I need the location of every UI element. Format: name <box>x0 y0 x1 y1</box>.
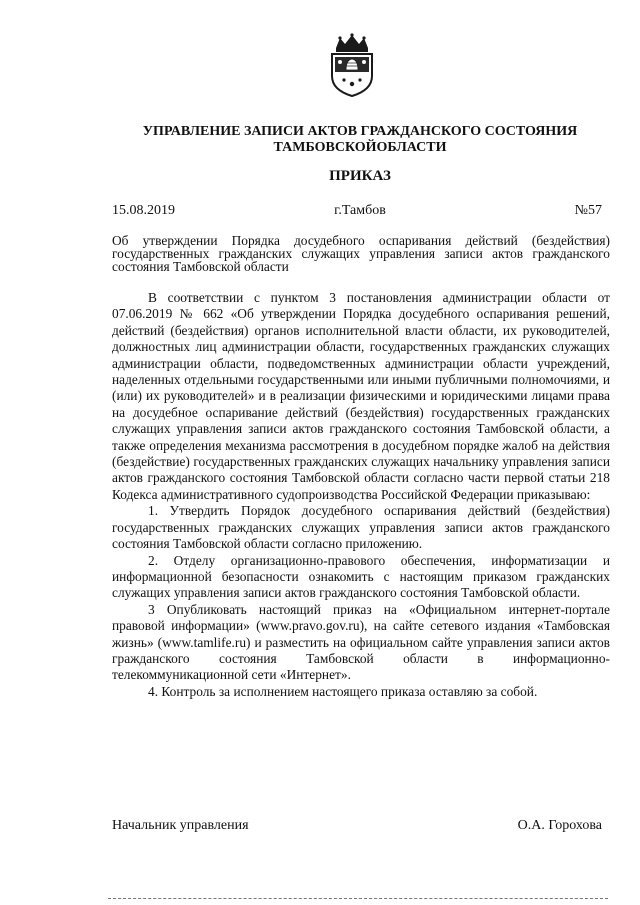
document-subject: Об утверждении Порядка досудебного оспаривания действий (бездействия) государственных гражданских служащих управления записи актов гражданского состояния Тамбовской области <box>112 233 610 274</box>
document-body <box>112 290 610 700</box>
issuer-line-1: УПРАВЛЕНИЕ ЗАПИСИ АКТОВ ГРАЖДАНСКОГО СОСТОЯНИЯ <box>142 124 578 139</box>
document-title: ПРИКАЗ <box>329 168 391 184</box>
coat-of-arms-icon <box>322 32 382 98</box>
page-bottom-rule <box>108 898 608 899</box>
document-number: №57 <box>574 203 602 218</box>
paragraph-preamble: В соответствии с пунктом 3 постановления администрации области от 07.06.2019 № 662 «Об утверждении Порядка досудебного оспаривания решений, действий (бездействия) органов исполнительной власти области, их руководителей, должностных лиц администрации области, государственных гражданских служащих администрации области, подведомственных администрации области учреждений, наделенных отдельными государственными или иными публичными полномочиями, и (или) их руководителей» и в реализации физическими и юридическими лицами права на досудебное оспаривание действий (бездействия) государственных гражданских служащих управления записи актов гражданского состояния Тамбовской области, а также определения механизма рассмотрения в досудебном порядке жалоб на действия (бездействие) государственных гражданских служащих начальнику управления записи актов гражданского состояния Тамбовской области согласно части первой статьи 218 Кодекса административного судопроизводства Российской Федерации приказываю: <box>112 290 610 502</box>
signatory-name: О.А. Горохова <box>517 818 602 833</box>
paragraph-item-1: 1. Утвердить Порядок досудебного оспаривания действий (бездействия) государственных гражданских служащих управления записи актов гражданского состояния Тамбовской области согласно приложению. <box>112 503 610 552</box>
document-city: г.Тамбов <box>334 203 386 218</box>
paragraph-item-4: 4. Контроль за исполнением настоящего приказа оставляю за собой. <box>148 683 538 699</box>
issuer-line-2: ТАМБОВСКОЙОБЛАСТИ <box>273 140 447 155</box>
signatory-position: Начальник управления <box>112 818 249 833</box>
paragraph-item-3: 3 Опубликовать настоящий приказ на «Официальном интернет-портале правовой информации» (www.pravo.gov.ru), на сайте сетевого издания «Тамбовская жизнь» (www.tamlife.ru) и разместить на официальном сайте управления записи актов гражданского состояния Тамбовской области в информационно-телекоммуникационной сети «Интернет». <box>112 601 610 683</box>
document-date: 15.08.2019 <box>112 203 175 218</box>
paragraph-item-2: 2. Отделу организационно-правового обеспечения, информатизации и информационной безопасности ознакомить с настоящим приказом гражданских служащих управления записи актов гражданского состояния Тамбовской области. <box>112 552 610 601</box>
